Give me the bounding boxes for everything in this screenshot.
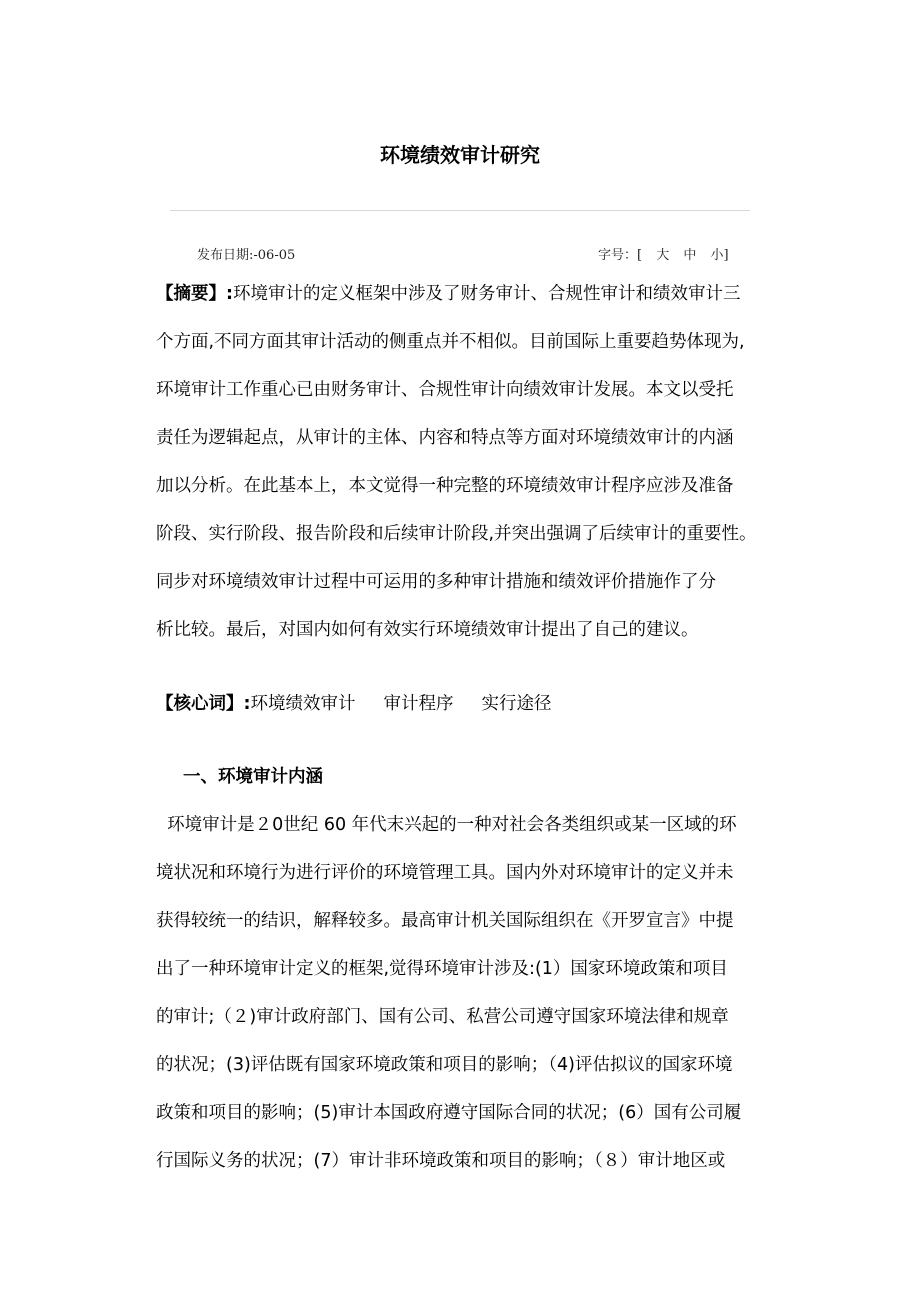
body-line: 的审计;（２)审计政府部门、国有公司、私营公司遵守国家环境法律和规章	[156, 1007, 729, 1027]
keywords-line	[156, 691, 552, 717]
abstract-line: 责任为逻辑起点，从审计的主体、内容和特点等方面对环境绩效审计的内涵	[156, 428, 734, 448]
keywords-label: 【核心词】:	[156, 694, 251, 714]
abstract-line: 析比较。最后，对国内如何有效实行环境绩效审计提出了自己的建议。	[156, 620, 699, 640]
body-line: 境状况和环境行为进行评价的环境管理工具。国内外对环境审计的定义并未	[156, 863, 734, 883]
abstract-text: 环境审计的定义框架中涉及了财务审计、合规性审计和绩效审计三	[233, 284, 741, 304]
body-line: 政策和项目的影响；(5)审计本国政府遵守国际合同的状况；(6）国有公司履	[156, 1103, 742, 1123]
font-size-medium-link[interactable]: 中	[683, 248, 697, 263]
title-divider	[170, 210, 750, 211]
keyword: 环境绩效审计	[250, 694, 356, 714]
font-size-control	[598, 246, 729, 266]
font-size-small-link[interactable]: 小]	[710, 248, 729, 263]
abstract-line: 同步对环境绩效审计过程中可运用的多种审计措施和绩效评价措施作了分	[156, 572, 716, 592]
article-title: 环境绩效审计研究	[380, 143, 540, 167]
font-size-large-link[interactable]: 大	[656, 248, 670, 263]
abstract-line: 阶段、实行阶段、报告阶段和后续审计阶段,并突出强调了后续审计的重要性。	[156, 524, 757, 544]
publish-date: 发布日期:-06-05	[197, 248, 296, 263]
abstract-line: 个方面,不同方面其审计活动的侧重点并不相似。目前国际上重要趋势体现为,	[156, 332, 745, 352]
section-heading: 一、环境审计内涵	[183, 767, 323, 787]
abstract-line: 环境审计工作重心已由财务审计、合规性审计向绩效审计发展。本文以受托	[156, 380, 734, 400]
font-size-label: 字号：[	[598, 248, 643, 263]
body-line: 环境审计是２0世纪 60 年代末兴起的一种对社会各类组织或某一区域的环	[156, 815, 737, 835]
keyword: 审计程序	[383, 694, 454, 714]
abstract-label: 【摘要】:	[156, 284, 233, 304]
body-line: 行国际义务的状况；(7）审计非环境政策和项目的影响；（８）审计地区或	[156, 1151, 726, 1171]
body-line: 的状况；(3)评估既有国家环境政策和项目的影响；（4)评估拟议的国家环境	[156, 1055, 733, 1075]
body-line: 出了一种环境审计定义的框架,觉得环境审计涉及:(1）国家环境政策和项目	[156, 959, 728, 979]
abstract-line	[156, 281, 741, 307]
keyword: 实行途径	[481, 694, 552, 714]
abstract-line: 加以分析。在此基本上，本文觉得一种完整的环境绩效审计程序应涉及准备	[156, 476, 734, 496]
body-line: 获得较统一的结识，解释较多。最高审计机关国际组织在《开罗宣言》中提	[156, 911, 734, 931]
